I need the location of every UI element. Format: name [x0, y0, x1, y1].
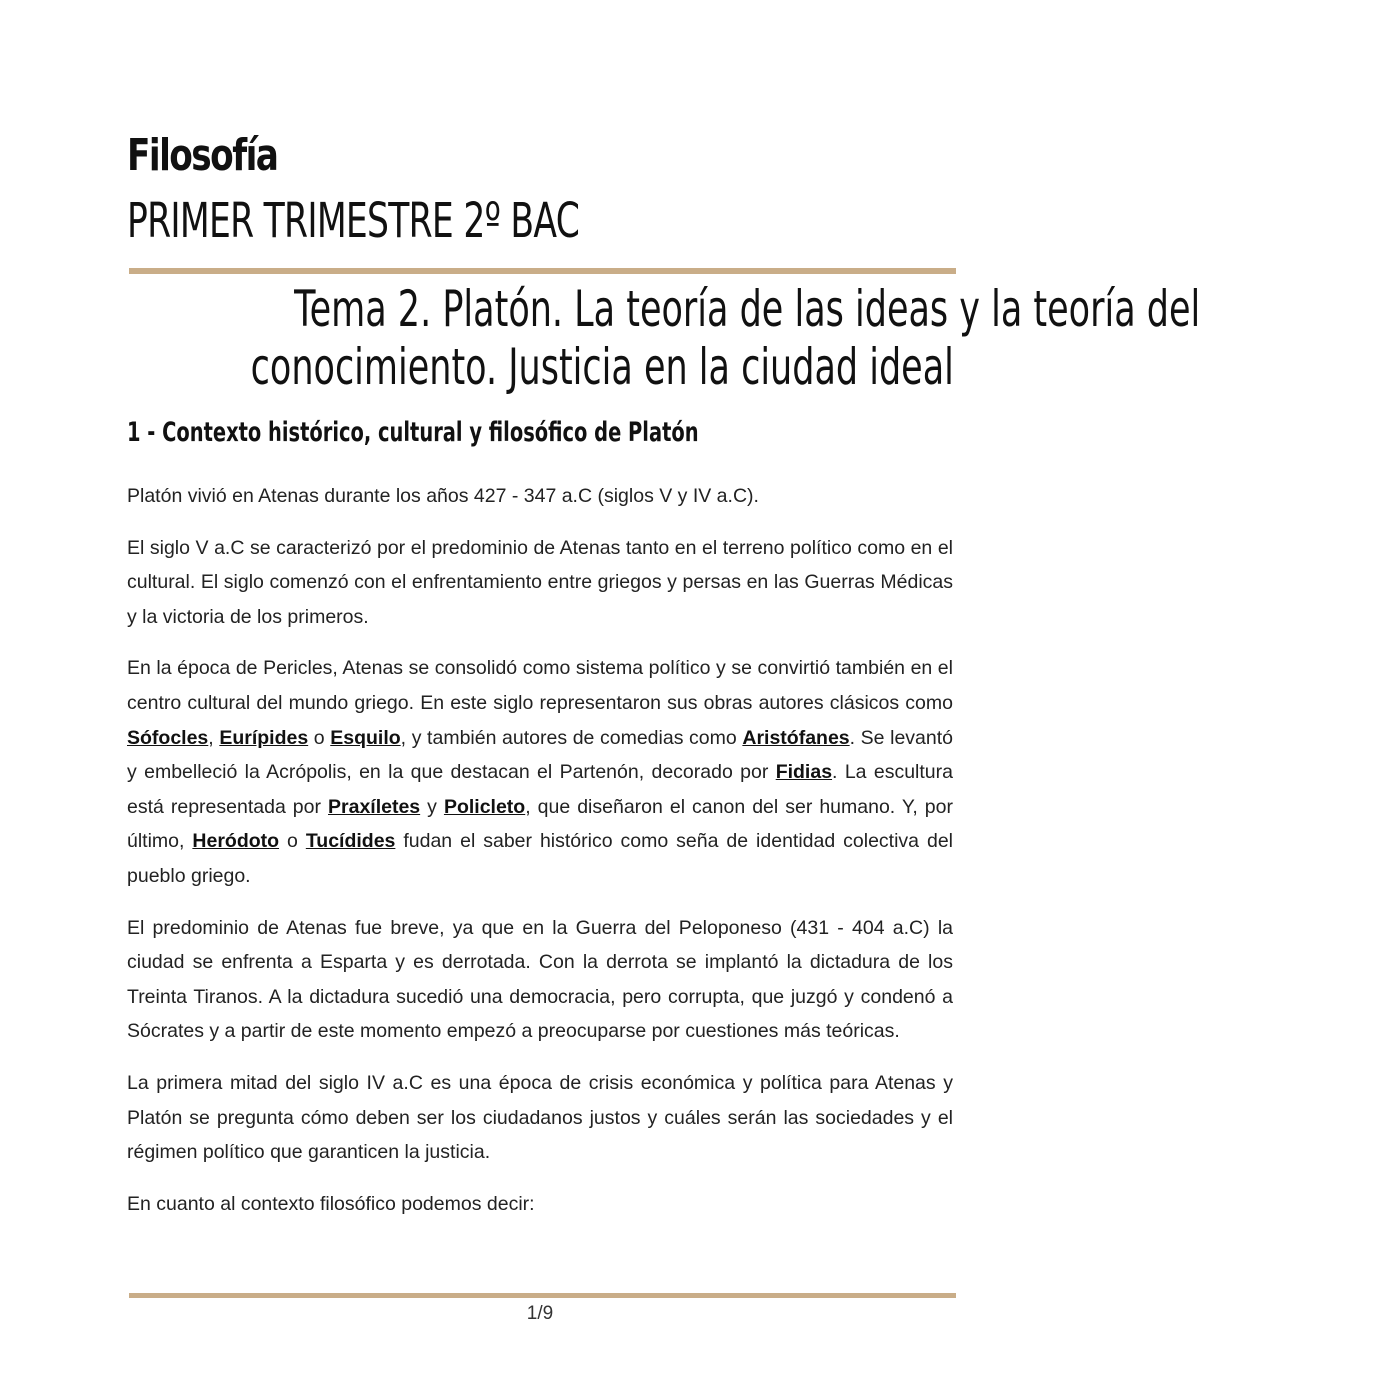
header-divider: [129, 268, 956, 274]
text-run: , que diseñaron el canon del ser humano. Y, por último,: [127, 795, 953, 853]
author-name: Tucídides: [305, 830, 396, 853]
paragraph-2: El siglo V a.C se caracterizó por el predominio de Atenas tanto en el terreno político como en el cultural. El siglo comenzó con el enfrentamiento entre griegos y persas en las Guerras Médicas y la victoria de los primeros.: [127, 536, 953, 628]
text-run: fudan el saber histórico como seña de identidad colectiva del pueblo griego.: [127, 830, 953, 887]
author-name: Eurípides: [219, 726, 309, 749]
topic-title-line-1: Tema 2. Platón. La teoría de las ideas y la teoría del: [294, 280, 1201, 338]
text-run: En la época de Pericles, Atenas se consolidó como sistema político y se convirtió también en el centro cultural del mundo griego. En este siglo representaron sus obras autores clásicos como: [127, 657, 953, 714]
author-name: Esquilo: [330, 726, 401, 749]
topic-title: [100, 280, 1201, 396]
subject-title: Filosofía: [127, 130, 278, 181]
text-run: o: [308, 726, 331, 749]
term-subtitle: PRIMER TRIMESTRE 2º BAC: [127, 193, 580, 249]
paragraph-6: En cuanto al contexto filosófico podemos decir:: [127, 1192, 535, 1215]
text-run: ,: [208, 726, 220, 749]
paragraph-4: El predominio de Atenas fue breve, ya que en la Guerra del Peloponeso (431 - 404 a.C) la ciudad se enfrenta a Esparta y es derrotada. Con la derrota se implantó la dictadura de los Treinta Tiranos. A la dictadura sucedió una democracia, pero corrupta, que juzgó y condenó a Sócrates y a partir de este momento empezó a preocuparse por cuestiones más teóricas.: [127, 916, 953, 1043]
section-heading: 1 - Contexto histórico, cultural y filosófico de Platón: [127, 417, 699, 448]
text-run: , y también autores de comedias como: [400, 726, 743, 749]
author-name: Sófocles: [127, 726, 209, 749]
author-name: Fidias: [775, 761, 833, 784]
paragraph-3: [127, 651, 953, 893]
page-number: 1/9: [526, 1303, 554, 1324]
document-body: [127, 479, 953, 1238]
author-name: Heródoto: [192, 830, 280, 853]
topic-title-line-2: conocimiento. Justicia en la ciudad ideal: [250, 338, 954, 396]
text-run: . Se levantó y embelleció la Acrópolis, en la que destacan el Partenón, decorado por: [127, 726, 954, 784]
paragraph-1: Platón vivió en Atenas durante los años 427 - 347 a.C (siglos V y IV a.C).: [127, 485, 759, 507]
text-run: o: [279, 830, 306, 853]
paragraph-5: La primera mitad del siglo IV a.C es una época de crisis económica y política para Atenas y Platón se pregunta cómo deben ser los ciudadanos justos y cuáles serán las sociedades y el régimen político que garanticen la justicia.: [127, 1071, 953, 1164]
footer-divider: [129, 1293, 956, 1298]
author-name: Praxíletes: [328, 795, 421, 818]
text-run: . La escultura está representada por: [127, 761, 953, 818]
text-run: y: [420, 795, 444, 818]
author-name: Policleto: [443, 795, 526, 818]
author-name: Aristófanes: [742, 726, 850, 749]
